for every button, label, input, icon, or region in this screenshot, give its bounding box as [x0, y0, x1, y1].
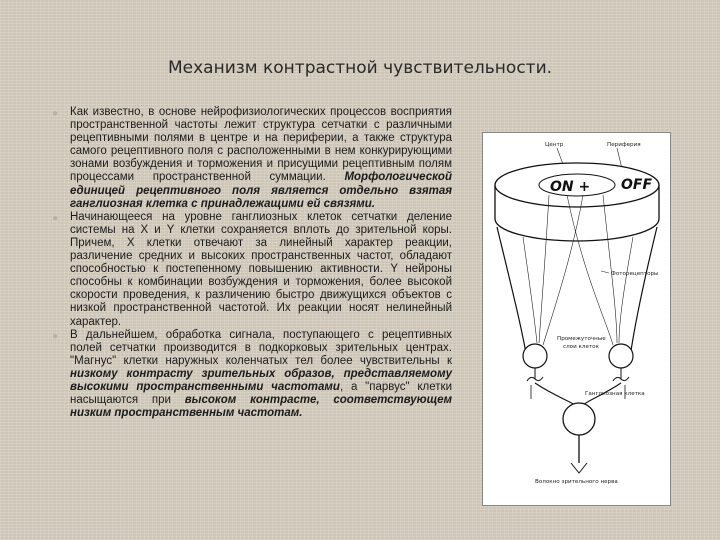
ganglion-cell	[563, 403, 595, 435]
label-photoreceptors: Фоторецепторы	[611, 271, 659, 277]
bullet-3-emphasis-b: высоком контрасте, соответствующем низким пространственным частотам.	[70, 394, 452, 420]
intermediate-cell-left	[523, 344, 547, 368]
label-ganglion-cell: Ганглиозная клетка	[585, 391, 645, 397]
photoreceptor-disc	[495, 163, 659, 241]
bullet-marker-icon: ●	[52, 108, 59, 119]
label-off: OFF	[621, 177, 653, 193]
bullet-3-text-a: В дальнейшем, обработка сигнала, поступающего с рецептивных полей сетчатки производится в подкорковых зрительных центрах. "Магнус" клетки наружных коленчатых тел более чувствительны к	[70, 328, 452, 367]
receptive-field-diagram	[482, 132, 671, 506]
bullet-list	[52, 106, 452, 420]
bullet-3-text-b: , а "парвус" клетки насыщаются при	[70, 380, 452, 407]
bullet-item	[52, 329, 452, 421]
bullet-item	[52, 211, 452, 329]
label-on: ON +	[550, 179, 591, 195]
label-center: Центр	[545, 142, 564, 148]
bullet-2-text: Начинающееся на уровне ганглиозных клеток сетчатки деление системы на X и Y клетки сохраняется вплоть до зрительной коры. Причем, X клетки отвечают за линейный характер реакции, различение средних и высоких пространственных частот, обладают способностью к постепенному повышению активности. Y нейроны способны к комбинации возбуждения и торможения, более высокой скорости проведения, к различению быстро движущихся объектов с низкой пространственной частотой. Их реакции носят нелинейный характер.	[70, 210, 452, 328]
label-intermediate-1: Промежуточные	[557, 336, 606, 342]
label-periphery: Периферия	[607, 142, 641, 148]
bullet-marker-icon: ●	[52, 212, 59, 224]
bullet-3-emphasis-a: низкому контрасту зрительных образов, представляемому высокими пространственными частотами	[70, 367, 452, 393]
bullet-1-text: Как известно, в основе нейрофизиологических процессов восприятия пространственной частоты лежит структура сетчатки с различными рецептивными полями в центре и на периферии, а также структура самого рецептивного поля с расположенными в нем конкурирующими зонами возбуждения и торможения и присущими рецептивным полям процессами пространственной суммации.	[70, 106, 452, 184]
slide-title: Механизм контрастной чувствительности.	[167, 58, 553, 78]
label-intermediate-2: слои клеток	[563, 344, 599, 350]
bullet-1-emphasis: Морфологической единицей рецептивного поля является отдельно взятая ганглиозная клетка с принадлежащими ей связями.	[70, 171, 452, 210]
intermediate-cell-right	[609, 344, 633, 368]
bullet-item	[52, 106, 452, 211]
label-optic-fiber: Волокно зрительного нерва	[535, 479, 618, 485]
bullet-marker-icon: ●	[52, 330, 59, 342]
